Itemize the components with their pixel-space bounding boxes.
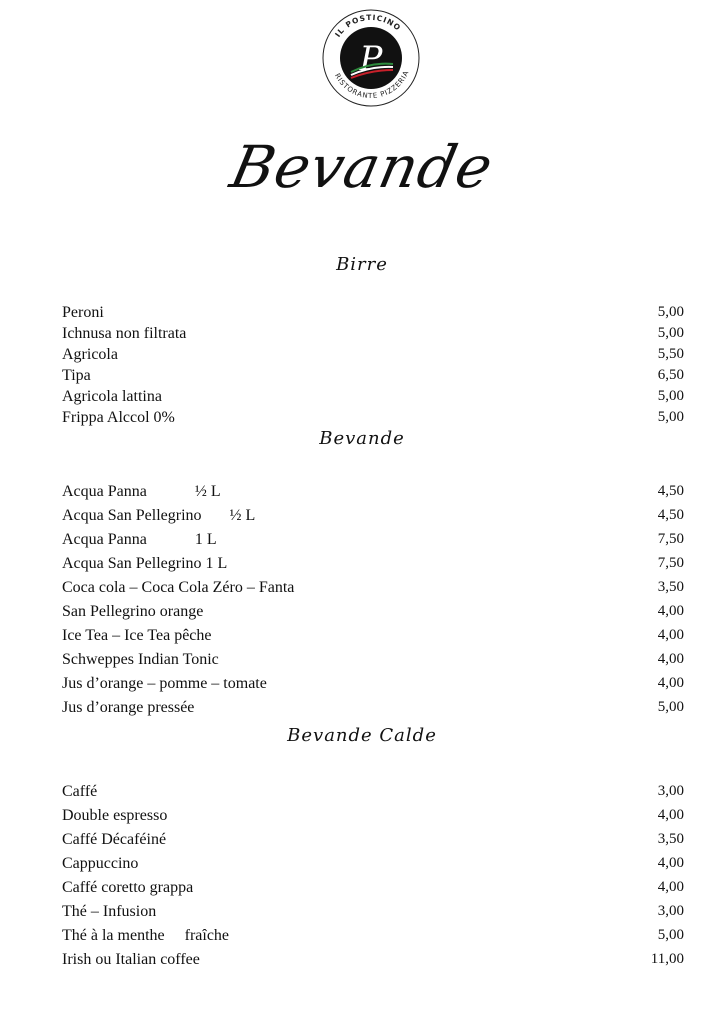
item-price: 5,00 [657,699,684,715]
item-name: Jus d’orange – pomme – tomate [62,675,267,692]
item-name: Peroni [62,304,104,321]
item-name: Acqua San Pellegrino ½ L [62,507,256,524]
item-price: 7,50 [657,531,684,547]
item-price: 4,00 [657,879,684,895]
item-price: 4,00 [657,651,684,667]
item-price: 4,00 [657,807,684,823]
item-name: Thé – Infusion [62,903,157,920]
item-price: 4,00 [657,675,684,691]
item-name: Agricola lattina [62,388,162,405]
item-price: 4,50 [657,507,684,523]
item-name: Agricola [62,346,118,363]
item-name: San Pellegrino orange [62,603,204,620]
logo-bottom-text: RISTORANTE PIZZERIA [332,69,411,101]
item-price: 3,00 [657,903,684,919]
item-name: Tipa [62,367,91,384]
item-name: Acqua Panna 1 L [62,531,217,548]
item-price: 4,00 [657,627,684,643]
item-name: Coca cola – Coca Cola Zéro – Fanta [62,579,295,596]
item-name: Thé à la menthe fraîche [62,927,230,944]
item-name: Schweppes Indian Tonic [62,651,219,668]
item-price: 4,50 [657,483,684,499]
item-price: 5,00 [657,927,684,943]
item-price: 5,50 [657,346,684,362]
logo-monogram: P [359,39,383,79]
item-price: 4,00 [657,855,684,871]
item-name: Frippa Alccol 0% [62,409,175,426]
item-price: 3,00 [657,783,684,799]
item-name: Caffé Décaféiné [62,831,167,848]
item-name: Cappuccino [62,855,139,872]
section-title-birre: Birre [336,254,388,275]
item-price: 3,50 [657,579,684,595]
item-price: 5,00 [657,304,684,320]
item-price: 3,50 [657,831,684,847]
item-name: Acqua Panna ½ L [62,483,221,500]
item-name: Irish ou Italian coffee [62,951,200,968]
section-title-bevande-calde: Bevande Calde [287,725,437,746]
item-price: 7,50 [657,555,684,571]
item-name: Caffé [62,783,98,800]
item-name: Double espresso [62,807,168,824]
item-price: 5,00 [657,388,684,404]
item-name: Jus d’orange pressée [62,699,195,716]
logo-top-text: IL POSTICINO [333,12,403,39]
item-name: Caffé coretto grappa [62,879,194,896]
section-title-bevande: Bevande [319,428,405,449]
restaurant-logo [319,6,423,110]
item-name: Ichnusa non filtrata [62,325,187,342]
page-title: Bevande [224,133,500,201]
item-price: 5,00 [657,325,684,341]
item-price: 11,00 [650,951,684,967]
item-price: 5,00 [657,409,684,425]
item-name: Acqua San Pellegrino 1 L [62,555,228,572]
item-price: 4,00 [657,603,684,619]
item-name: Ice Tea – Ice Tea pêche [62,627,212,644]
item-price: 6,50 [657,367,684,383]
